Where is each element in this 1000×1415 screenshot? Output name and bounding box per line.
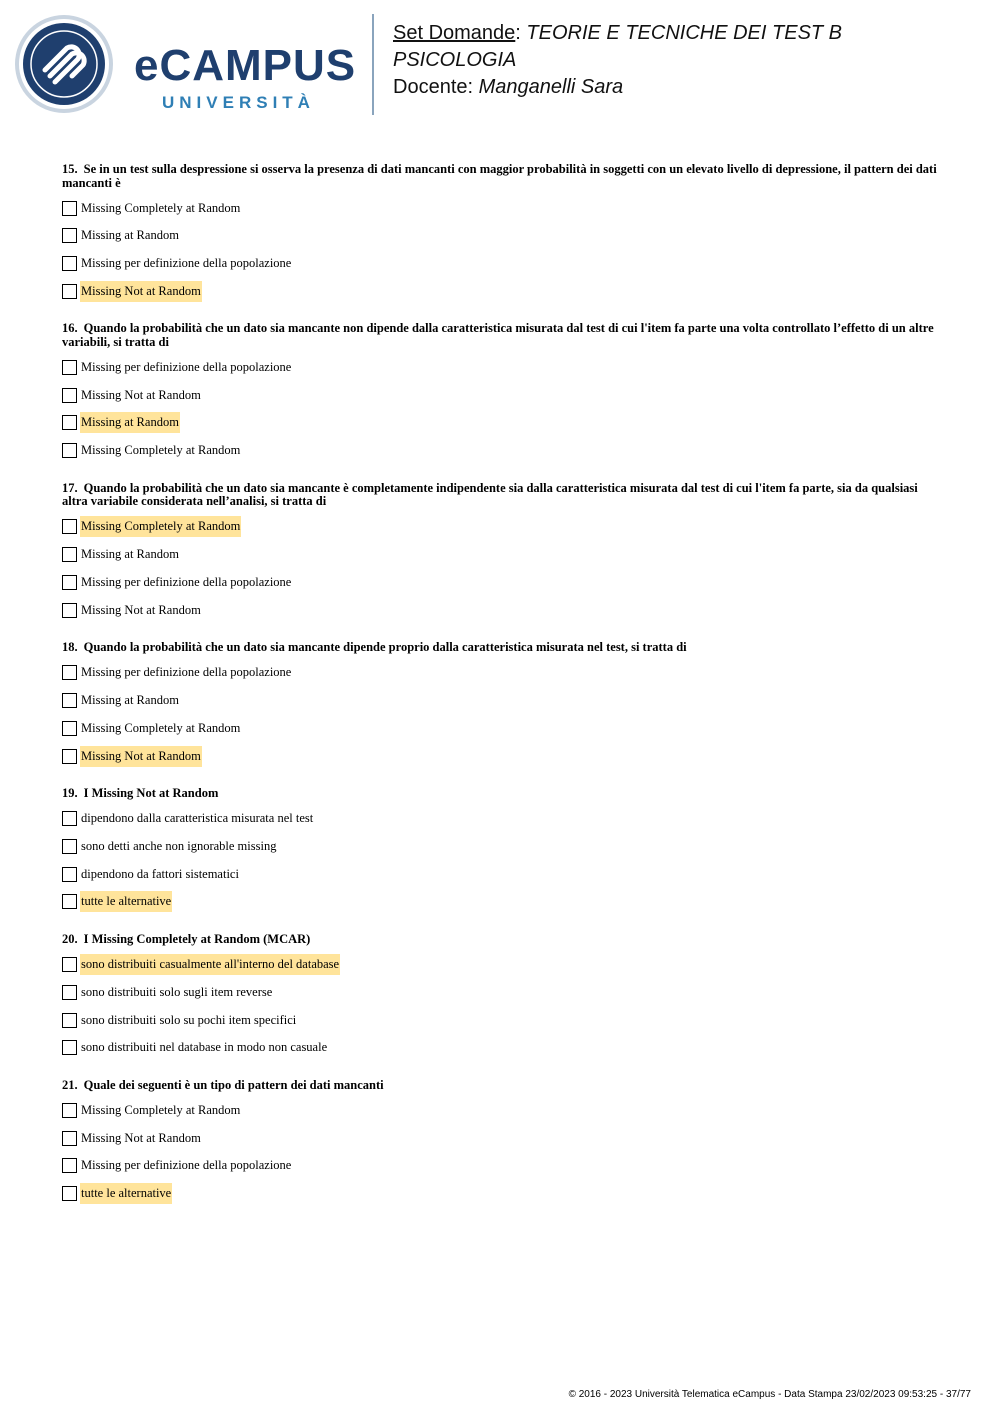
question-text: Quale dei seguenti è un tipo di pattern dei dati mancanti bbox=[83, 1077, 384, 1092]
answer-checkbox[interactable] bbox=[62, 693, 77, 708]
set-label: Set Domande bbox=[393, 22, 516, 44]
answer-option[interactable] bbox=[62, 1037, 942, 1059]
set-line: Set Domande: TEORIE E TECNICHE DEI TEST B bbox=[393, 22, 843, 44]
answer-checkbox[interactable] bbox=[62, 1040, 77, 1055]
question-number: 19. bbox=[62, 786, 78, 801]
answer-checkbox[interactable] bbox=[62, 547, 77, 562]
question-block bbox=[62, 163, 942, 302]
answer-option[interactable] bbox=[62, 891, 942, 913]
question-text: Quando la probabilità che un dato sia mancante è completamente indipendente sia dalla caratteristica misurata dal test di cui l'item fa parte, sia da qualsiasi altra variabile considerata nell’analisi, si tratta di bbox=[62, 480, 918, 509]
question-list bbox=[62, 163, 942, 1225]
answer-checkbox[interactable] bbox=[62, 721, 77, 736]
answer-checkbox[interactable] bbox=[62, 201, 77, 216]
answer-text-correct: tutte le alternative bbox=[80, 1183, 172, 1204]
answer-option[interactable] bbox=[62, 440, 942, 462]
answer-text: Missing at Random bbox=[81, 228, 179, 243]
answer-option[interactable] bbox=[62, 599, 942, 621]
logo-subtext: UNIVERSITÀ bbox=[162, 93, 315, 112]
answer-checkbox[interactable] bbox=[62, 415, 77, 430]
answer-checkbox[interactable] bbox=[62, 811, 77, 826]
answer-text: Missing Completely at Random bbox=[81, 720, 241, 735]
answer-checkbox[interactable] bbox=[62, 749, 77, 764]
answer-text: Missing per definizione della popolazione bbox=[81, 574, 292, 589]
question-text: I Missing Completely at Random (MCAR) bbox=[83, 931, 311, 946]
answer-text: Missing per definizione della popolazione bbox=[81, 359, 292, 374]
answer-checkbox[interactable] bbox=[62, 1131, 77, 1146]
footer-copyright: © 2016 - 2023 Università Telematica eCampus - Data Stampa 23/02/2023 09:53:25 - 37/77 bbox=[568, 1389, 971, 1400]
answer-text: sono distribuiti nel database in modo non casuale bbox=[81, 1040, 328, 1055]
question-block bbox=[62, 322, 942, 461]
answer-option[interactable] bbox=[62, 1155, 942, 1177]
course-title-line2: PSICOLOGIA bbox=[393, 49, 517, 71]
answer-option[interactable] bbox=[62, 280, 942, 302]
answer-option[interactable] bbox=[62, 745, 942, 767]
answer-option[interactable] bbox=[62, 356, 942, 378]
answer-text-correct: Missing Not at Random bbox=[80, 746, 202, 767]
question-block bbox=[62, 933, 942, 1059]
question-number: 15. bbox=[62, 162, 78, 176]
answer-checkbox[interactable] bbox=[62, 839, 77, 854]
question-text: Quando la probabilità che un dato sia mancante dipende proprio dalla caratteristica misurata nel test, si tratta di bbox=[83, 640, 687, 655]
answer-option[interactable] bbox=[62, 384, 942, 406]
answer-text-correct: Missing Not at Random bbox=[80, 281, 202, 302]
answer-checkbox[interactable] bbox=[62, 1013, 77, 1028]
answer-checkbox[interactable] bbox=[62, 867, 77, 882]
answer-text: Missing per definizione della popolazione bbox=[81, 665, 292, 680]
answer-text: Missing Completely at Random bbox=[81, 1102, 241, 1117]
answer-checkbox[interactable] bbox=[62, 603, 77, 618]
answer-option[interactable] bbox=[62, 1183, 942, 1205]
answer-text: sono distribuiti solo sugli item reverse bbox=[81, 984, 273, 999]
answer-checkbox[interactable] bbox=[62, 894, 77, 909]
question-number: 17. bbox=[62, 480, 78, 495]
answer-option[interactable] bbox=[62, 544, 942, 566]
answer-text-correct: Missing Completely at Random bbox=[80, 516, 241, 537]
question-title bbox=[62, 641, 942, 655]
answer-text: sono detti anche non ignorable missing bbox=[81, 838, 277, 853]
answer-checkbox[interactable] bbox=[62, 284, 77, 299]
answer-text: dipendono da fattori sistematici bbox=[81, 866, 239, 881]
question-title bbox=[62, 482, 942, 509]
question-text: Quando la probabilità che un dato sia mancante non dipende dalla caratteristica misurata dal test di cui l'item fa parte una volta controllato l’effetto di un altre variabili, si tratta di bbox=[62, 321, 934, 349]
question-block bbox=[62, 641, 942, 767]
answer-option[interactable] bbox=[62, 412, 942, 434]
question-number: 18. bbox=[62, 640, 78, 655]
answer-option[interactable] bbox=[62, 197, 942, 219]
answer-checkbox[interactable] bbox=[62, 360, 77, 375]
answer-option[interactable] bbox=[62, 516, 942, 538]
question-title bbox=[62, 1079, 942, 1093]
logo-wordmark: eCAMPUS bbox=[134, 41, 357, 90]
answer-option[interactable] bbox=[62, 662, 942, 684]
teacher-line bbox=[393, 74, 973, 101]
answer-text: Missing per definizione della popolazione bbox=[81, 1158, 292, 1173]
answer-text: Missing per definizione della popolazione bbox=[81, 256, 292, 271]
answer-checkbox[interactable] bbox=[62, 665, 77, 680]
answer-text-correct: sono distribuiti casualmente all'interno del database bbox=[80, 954, 340, 975]
answer-option[interactable] bbox=[62, 981, 942, 1003]
answer-text: Missing Not at Random bbox=[81, 602, 201, 617]
ecampus-logo bbox=[14, 14, 359, 118]
question-text: I Missing Not at Random bbox=[83, 786, 219, 801]
answer-text: Missing Not at Random bbox=[81, 387, 201, 402]
answer-option[interactable] bbox=[62, 863, 942, 885]
course-title: TEORIE E TECNICHE DEI TEST B bbox=[526, 22, 843, 44]
answer-text-correct: tutte le alternative bbox=[80, 891, 172, 912]
question-title bbox=[62, 322, 942, 349]
answer-checkbox[interactable] bbox=[62, 1158, 77, 1173]
question-block bbox=[62, 787, 942, 913]
answer-option[interactable] bbox=[62, 225, 942, 247]
answer-text-correct: Missing at Random bbox=[80, 412, 180, 433]
question-number: 16. bbox=[62, 321, 78, 336]
question-number: 20. bbox=[62, 931, 78, 946]
question-number: 21. bbox=[62, 1077, 78, 1092]
answer-checkbox[interactable] bbox=[62, 1186, 77, 1201]
question-block bbox=[62, 1079, 942, 1205]
answer-checkbox[interactable] bbox=[62, 1103, 77, 1118]
question-title bbox=[62, 933, 942, 947]
header-info bbox=[393, 20, 973, 101]
answer-option[interactable] bbox=[62, 808, 942, 830]
answer-option[interactable] bbox=[62, 717, 942, 739]
answer-checkbox[interactable] bbox=[62, 957, 77, 972]
teacher-label: Docente: bbox=[393, 76, 474, 98]
question-block bbox=[62, 482, 942, 621]
answer-checkbox[interactable] bbox=[62, 575, 77, 590]
answer-checkbox[interactable] bbox=[62, 388, 77, 403]
question-title bbox=[62, 163, 942, 190]
answer-text: Missing at Random bbox=[81, 547, 179, 562]
answer-checkbox[interactable] bbox=[62, 443, 77, 458]
answer-option[interactable] bbox=[62, 835, 942, 857]
answer-option[interactable] bbox=[62, 1127, 942, 1149]
answer-option[interactable] bbox=[62, 689, 942, 711]
answer-checkbox[interactable] bbox=[62, 256, 77, 271]
answer-option[interactable] bbox=[62, 571, 942, 593]
answer-text: Missing at Random bbox=[81, 692, 179, 707]
answer-checkbox[interactable] bbox=[62, 228, 77, 243]
answer-option[interactable] bbox=[62, 253, 942, 275]
answer-option[interactable] bbox=[62, 1009, 942, 1031]
answer-checkbox[interactable] bbox=[62, 519, 77, 534]
answer-text: Missing Completely at Random bbox=[81, 443, 241, 458]
teacher-name: Manganelli Sara bbox=[478, 76, 624, 98]
answer-checkbox[interactable] bbox=[62, 985, 77, 1000]
header-divider bbox=[372, 14, 374, 115]
answer-option[interactable] bbox=[62, 1099, 942, 1121]
answer-option[interactable] bbox=[62, 953, 942, 975]
answer-text: sono distribuiti solo su pochi item specifici bbox=[81, 1012, 297, 1027]
answer-text: Missing Completely at Random bbox=[81, 200, 241, 215]
answer-text: dipendono dalla caratteristica misurata nel test bbox=[81, 811, 314, 826]
question-title bbox=[62, 787, 942, 801]
question-text: Se in un test sulla despressione si osserva la presenza di dati mancanti con maggior probabilità in soggetti con un elevato livello di depressione, il pattern dei dati mancanti è bbox=[62, 162, 937, 190]
answer-text: Missing Not at Random bbox=[81, 1130, 201, 1145]
